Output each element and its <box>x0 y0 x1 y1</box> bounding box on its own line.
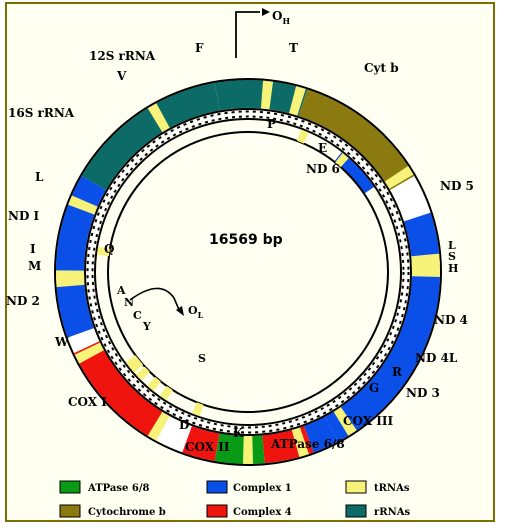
trna-tick-1 <box>293 100 302 103</box>
trna-tick-15 <box>299 135 306 138</box>
dashed-spacer-ring <box>90 114 406 430</box>
legend-label-rrnas: rRNAs <box>374 507 411 518</box>
label-trna-y: Y <box>143 320 151 333</box>
label-16s-rrna: 16S rRNA <box>8 106 75 120</box>
label-trna-w: W <box>55 335 69 349</box>
label-trna-a: A <box>117 284 126 297</box>
trna-tick-10 <box>87 349 91 357</box>
label-trna-q: Q <box>104 242 115 256</box>
label-cox3: COX III <box>343 414 394 428</box>
legend-label-atpase: ATPase 6/8 <box>88 483 150 494</box>
trna-tick-13 <box>81 201 84 210</box>
outer-gene-arcs <box>70 94 426 450</box>
legend-swatch-complex1 <box>207 481 227 493</box>
trna-tick-17 <box>194 408 201 411</box>
legend-swatch-rrnas <box>346 505 366 517</box>
label-trna-f: F <box>195 41 204 55</box>
label-trna-n: N <box>124 296 135 309</box>
label-trna-v: V <box>117 69 127 83</box>
legend-swatch-cytb <box>60 505 80 517</box>
label-nd1: ND I <box>8 209 40 223</box>
label-trna-m: M <box>28 259 42 273</box>
label-trna-p: P <box>267 117 277 131</box>
label-trna-s-right: S <box>448 250 456 263</box>
label-nd2: ND 2 <box>6 294 40 308</box>
label-nd4: ND 4 <box>434 313 468 327</box>
origin-light-label: $O_L$ <box>188 304 204 320</box>
inner-ring-inner-edge <box>108 132 388 412</box>
legend-swatch-trnas <box>346 481 366 493</box>
legend-swatch-atpase <box>60 481 80 493</box>
trna-tick-22 <box>131 359 136 365</box>
legend-label-cytb: Cytochrome b <box>88 507 166 518</box>
label-nd4l: ND 4L <box>415 351 458 365</box>
label-cox2: COX II <box>185 440 230 454</box>
label-atpase: ATPase 6/8 <box>271 437 345 451</box>
trna-tick-14 <box>155 116 163 121</box>
genome-size: 16569 bp <box>209 232 283 248</box>
trna-tick-2 <box>396 174 401 182</box>
origin-light-arrowhead <box>176 306 184 316</box>
label-trna-i: I <box>30 242 36 256</box>
legend-label-complex1: Complex 1 <box>233 483 292 494</box>
label-trna-s-inner: S <box>198 352 206 365</box>
legend-label-trnas: tRNAs <box>374 483 410 494</box>
label-trna-d: D <box>179 418 190 432</box>
label-12s-rrna: 12S rRNA <box>89 49 156 63</box>
label-trna-h: H <box>448 262 459 275</box>
trna-tick-18 <box>163 391 169 395</box>
trna-tick-19 <box>151 381 157 386</box>
origin-heavy-label: $O_H$ <box>272 9 291 26</box>
label-nd3: ND 3 <box>406 386 440 400</box>
legend-swatch-complex4 <box>207 505 227 517</box>
origin-heavy-arrowhead <box>262 8 270 16</box>
label-trna-c: C <box>133 309 142 322</box>
label-trna-t: T <box>289 41 298 55</box>
label-trna-l-left: L <box>35 170 44 184</box>
label-nd5: ND 5 <box>440 179 474 193</box>
trna-tick-20 <box>140 371 145 376</box>
label-trna-l-right: L <box>448 239 456 252</box>
label-trna-e: E <box>318 141 328 155</box>
label-nd6: ND 6 <box>306 162 340 176</box>
label-cyt-b: Cyt b <box>364 61 399 75</box>
label-cox1: COX I <box>68 395 107 409</box>
trna-tick-0 <box>262 95 271 96</box>
label-trna-k: K <box>233 426 244 440</box>
label-trna-r: R <box>392 365 402 379</box>
trna-tick-9 <box>155 424 163 429</box>
origin-heavy-arrow <box>236 12 260 58</box>
arc-12s-rrna <box>217 94 303 103</box>
label-trna-g: G <box>369 381 380 395</box>
legend-label-complex4: Complex 4 <box>233 507 292 518</box>
legend <box>60 481 410 518</box>
